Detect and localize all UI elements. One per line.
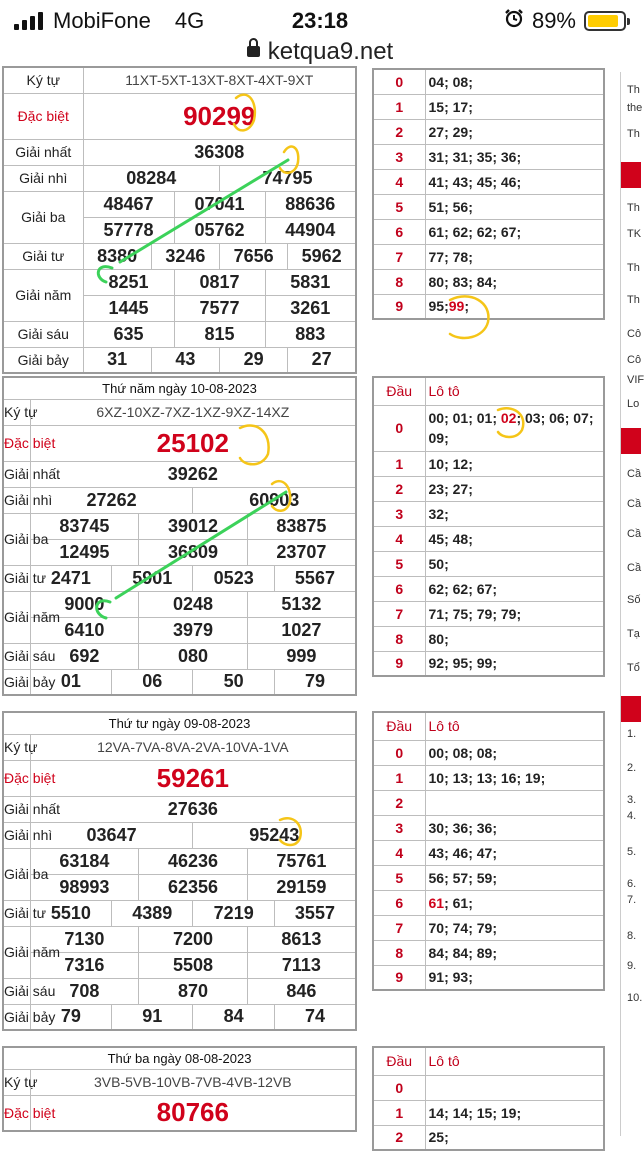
results-table [2,711,357,1031]
clock: 23:18 [291,8,349,33]
prize-2: 74795 [220,165,357,191]
loto-head-label: Đầu [373,712,425,740]
prize-7: 43 [151,347,219,373]
loto-values: 56; 57; 59; [425,865,604,890]
prize-2: 95243 [193,822,356,848]
label-dac-biet: Đặc biệt [3,93,83,139]
label-giai-nam: Giải năm [3,926,30,978]
loto-row [373,1125,604,1150]
results-table [2,376,357,696]
loto-values: 45; 48; [425,526,604,551]
loto-head-label: Đầu [373,377,425,405]
loto-values: 61; 62; 62; 67; [425,219,604,244]
loto-head-digit: 4 [373,169,425,194]
prize-6: 883 [265,321,356,347]
sidebar-link[interactable]: 2. [627,762,637,774]
label-giai-nhi: Giải nhì [3,822,30,848]
label-giai-nhi: Giải nhì [3,165,83,191]
prize-3: 23707 [247,539,356,565]
label-dac-biet: Đặc biệt [3,1095,30,1131]
prize-5: 1027 [247,617,356,643]
loto-row [373,144,604,169]
prize-1: 27636 [30,796,356,822]
prize-5: 8613 [247,926,356,952]
loto-head-digit: 8 [373,940,425,965]
ky-tu-value: 3VB-5VB-10VB-7VB-4VB-12VB [30,1069,356,1095]
prize-5: 7200 [139,926,248,952]
label-ky-tu: Ký tự [3,67,83,93]
prize-2: 08284 [83,165,220,191]
loto-row [373,840,604,865]
sidebar-link[interactable]: Th [627,84,640,96]
label-giai-ba: Giải ba [3,848,30,900]
sidebar-link[interactable]: 9. [627,960,637,972]
label-giai-sau: Giải sáu [3,643,30,669]
loto-row [373,915,604,940]
loto-row [373,244,604,269]
loto-row [373,601,604,626]
prize-6: 846 [247,978,356,1004]
label-dac-biet: Đặc biệt [3,760,30,796]
prize-2: 27262 [30,487,193,513]
loto-row [373,69,604,94]
prize-5: 1445 [83,295,174,321]
sidebar-link[interactable]: 10. [627,992,643,1004]
prize-5: 7130 [30,926,139,952]
prize-7: 31 [83,347,151,373]
right-sidebar[interactable] [620,72,644,1136]
prize-3: 44904 [265,217,356,243]
prize-5: 0248 [139,591,248,617]
page-content[interactable] [0,72,644,1146]
prize-1: 39262 [30,461,356,487]
prize-1: 36308 [83,139,356,165]
loto-values: 41; 43; 45; 46; [425,169,604,194]
loto-row [373,576,604,601]
loto-values-label: Lô tô [425,1047,604,1075]
prize-3: 88636 [265,191,356,217]
label-giai-tu: Giải tư [3,565,30,591]
loto-row [373,740,604,765]
sidebar-link[interactable]: Cầ [627,562,642,574]
special-prize: 90299 [83,93,356,139]
special-prize: 80766 [30,1095,356,1131]
prize-4: 4389 [112,900,193,926]
loto-values: 84; 84; 89; [425,940,604,965]
loto-row [373,405,604,451]
loto-values-label: Lô tô [425,377,604,405]
loto-row [373,765,604,790]
draw-date-title: Thứ ba ngày 08-08-2023 [3,1047,356,1069]
loto-head-digit: 1 [373,1100,425,1125]
prize-7: 27 [288,347,356,373]
loto-values: 14; 14; 15; 19; [425,1100,604,1125]
battery-icon [584,11,626,31]
loto-row [373,890,604,915]
loto-values: 23; 27; [425,476,604,501]
prize-5: 3979 [139,617,248,643]
sidebar-link[interactable]: 6. [627,878,637,890]
sidebar-link[interactable]: 7. [627,894,637,906]
prize-4: 5510 [30,900,111,926]
loto-head-digit: 7 [373,601,425,626]
sidebar-link[interactable]: Th [627,262,640,274]
ky-tu-value: 11XT-5XT-13XT-8XT-4XT-9XT [83,67,356,93]
loto-row [373,451,604,476]
sidebar-link[interactable]: Th [627,294,640,306]
prize-3: 83875 [247,513,356,539]
prize-4: 5901 [112,565,193,591]
prize-5: 8251 [83,269,174,295]
prize-5: 5132 [247,591,356,617]
ky-tu-value: 12VA-7VA-8VA-2VA-10VA-1VA [30,734,356,760]
results-table [2,1046,357,1132]
results-table [2,66,357,374]
loto-values: 80; [425,626,604,651]
loto-head-digit: 6 [373,219,425,244]
loto-row [373,169,604,194]
prize-3: 12495 [30,539,139,565]
status-right [504,8,626,34]
sidebar-link[interactable]: Tổ [627,662,640,674]
prize-3: 39012 [139,513,248,539]
loto-head-label: Đầu [373,1047,425,1075]
loto-head-digit: 9 [373,294,425,319]
loto-values [425,790,604,815]
prize-4: 7219 [193,900,274,926]
loto-head-digit: 2 [373,476,425,501]
loto-head-digit: 4 [373,526,425,551]
label-giai-tu: Giải tư [3,900,30,926]
loto-values: 95;99; [425,294,604,319]
prize-6: 692 [30,643,139,669]
sidebar-link[interactable]: 3. [627,794,637,806]
loto-values: 77; 78; [425,244,604,269]
loto-head-digit: 5 [373,551,425,576]
sidebar-link[interactable]: Th [627,128,640,140]
prize-4: 0523 [193,565,274,591]
loto-row [373,865,604,890]
loto-row [373,526,604,551]
loto-values: 70; 74; 79; [425,915,604,940]
sidebar-link[interactable]: the [627,102,643,114]
loto-values: 25; [425,1125,604,1150]
label-giai-bay: Giải bảy [3,669,30,695]
loto-row [373,119,604,144]
prize-6: 080 [139,643,248,669]
loto-head-digit: 2 [373,1125,425,1150]
loto-values: 00; 08; 08; [425,740,604,765]
battery-percent: 89% [531,8,576,33]
loto-values: 31; 31; 35; 36; [425,144,604,169]
loto-values: 04; 08; [425,69,604,94]
loto-table [372,376,605,677]
prize-7: 01 [30,669,111,695]
loto-head-digit: 0 [373,69,425,94]
prize-7: 79 [30,1004,111,1030]
prize-3: 29159 [247,874,356,900]
loto-row [373,940,604,965]
prize-6: 635 [83,321,174,347]
loto-head-digit: 3 [373,815,425,840]
prize-5: 0817 [174,269,265,295]
prize-3: 46236 [139,848,248,874]
loto-values: 71; 75; 79; 79; [425,601,604,626]
loto-head-digit: 5 [373,865,425,890]
prize-7: 74 [274,1004,356,1030]
loto-head-digit: 3 [373,501,425,526]
loto-head-digit: 2 [373,119,425,144]
loto-row [373,626,604,651]
prize-4: 5962 [288,243,356,269]
prize-3: 75761 [247,848,356,874]
prize-4: 8380 [83,243,151,269]
label-giai-bay: Giải bảy [3,347,83,373]
loto-head-digit: 1 [373,451,425,476]
sidebar-link[interactable]: Cầ [627,528,642,540]
loto-values: 10; 13; 13; 16; 19; [425,765,604,790]
loto-head-digit: 4 [373,840,425,865]
loto-values: 91; 93; [425,965,604,990]
prize-4: 7656 [220,243,288,269]
prize-2: 60903 [193,487,356,513]
prize-6: 870 [139,978,248,1004]
label-giai-nhat: Giải nhất [3,139,83,165]
loto-head-digit: 8 [373,626,425,651]
prize-3: 07041 [174,191,265,217]
loto-values: 15; 17; [425,94,604,119]
sidebar-link[interactable]: 4. [627,810,637,822]
label-giai-sau: Giải sáu [3,978,30,1004]
loto-row [373,501,604,526]
prize-4: 5567 [274,565,356,591]
sidebar-link[interactable]: Số [627,594,641,606]
loto-values: 62; 62; 67; [425,576,604,601]
prize-4: 3246 [151,243,219,269]
sidebar-link[interactable]: Cầ [627,468,642,480]
prize-5: 5508 [139,952,248,978]
status-bar [0,0,640,42]
alarm-icon [504,8,524,34]
sidebar-link[interactable]: 8. [627,930,637,942]
prize-5: 7577 [174,295,265,321]
loto-head-digit: 1 [373,94,425,119]
loto-table [372,1046,605,1151]
draw-date-title: Thứ tư ngày 09-08-2023 [3,712,356,734]
sidebar-link[interactable]: Tạ [627,628,640,640]
prize-7: 29 [220,347,288,373]
prize-6: 708 [30,978,139,1004]
loto-row [373,269,604,294]
prize-6: 999 [247,643,356,669]
loto-values: 30; 36; 36; [425,815,604,840]
loto-head-digit: 9 [373,965,425,990]
prize-7: 50 [193,669,274,695]
prize-3: 83745 [30,513,139,539]
prize-5: 7113 [247,952,356,978]
label-giai-ba: Giải ba [3,191,83,243]
sidebar-link[interactable]: Cầ [627,498,642,510]
label-ky-tu: Ký tự [3,1069,30,1095]
loto-values: 61; 61; [425,890,604,915]
special-prize: 59261 [30,760,356,796]
label-giai-nam: Giải năm [3,591,30,643]
prize-6: 815 [174,321,265,347]
sidebar-link[interactable]: Lo [627,398,640,410]
prize-3: 05762 [174,217,265,243]
prize-4: 3557 [274,900,356,926]
loto-head-digit: 6 [373,576,425,601]
prize-3: 57778 [83,217,174,243]
label-ky-tu: Ký tự [3,399,30,425]
prize-2: 03647 [30,822,193,848]
label-giai-nhi: Giải nhì [3,487,30,513]
prize-3: 48467 [83,191,174,217]
loto-head-digit: 9 [373,651,425,676]
sidebar-link[interactable]: Cô [627,354,642,366]
prize-7: 79 [274,669,356,695]
prize-3: 63184 [30,848,139,874]
sidebar-link[interactable]: TK [627,228,642,240]
label-giai-nhat: Giải nhất [3,461,30,487]
label-dac-biet: Đặc biệt [3,425,30,461]
loto-values: 51; 56; [425,194,604,219]
network-type: 4G [174,8,205,33]
special-prize: 25102 [30,425,356,461]
loto-row [373,219,604,244]
label-giai-bay: Giải bảy [3,1004,30,1030]
lock-icon [247,46,260,57]
loto-row [373,815,604,840]
prize-4: 2471 [30,565,111,591]
ky-tu-value: 6XZ-10XZ-7XZ-1XZ-9XZ-14XZ [30,399,356,425]
loto-head-digit: 7 [373,915,425,940]
loto-head-digit: 3 [373,144,425,169]
sidebar-link[interactable]: Cô [627,328,642,340]
sidebar-link[interactable]: 5. [627,846,637,858]
loto-head-digit: 0 [373,740,425,765]
sidebar-link[interactable]: 1. [627,728,637,740]
loto-values [425,1075,604,1100]
prize-3: 36809 [139,539,248,565]
prize-5: 3261 [265,295,356,321]
loto-row [373,790,604,815]
draw-date-title: Thứ năm ngày 10-08-2023 [3,377,356,399]
prize-7: 06 [112,669,193,695]
loto-table [372,711,605,991]
loto-values: 43; 46; 47; [425,840,604,865]
loto-row [373,1075,604,1100]
loto-head-digit: 1 [373,765,425,790]
loto-head-digit: 2 [373,790,425,815]
loto-table [372,68,605,320]
loto-row [373,1100,604,1125]
sidebar-link[interactable]: Th [627,202,640,214]
carrier-name: MobiFone [53,8,151,33]
loto-row [373,651,604,676]
loto-head-digit: 6 [373,890,425,915]
loto-values: 27; 29; [425,119,604,144]
prize-7: 84 [193,1004,274,1030]
loto-values: 92; 95; 99; [425,651,604,676]
prize-3: 98993 [30,874,139,900]
loto-values: 80; 83; 84; [425,269,604,294]
loto-row [373,94,604,119]
url-text: ketqua9.net [267,38,394,65]
label-giai-tu: Giải tư [3,243,83,269]
sidebar-link[interactable]: VIF [627,374,644,386]
loto-values-label: Lô tô [425,712,604,740]
loto-head-digit: 0 [373,405,425,451]
loto-row [373,965,604,990]
prize-3: 62356 [139,874,248,900]
loto-row [373,551,604,576]
loto-row [373,294,604,319]
prize-5: 6410 [30,617,139,643]
label-giai-sau: Giải sáu [3,321,83,347]
label-giai-ba: Giải ba [3,513,30,565]
loto-row [373,476,604,501]
prize-5: 9000 [30,591,139,617]
loto-head-digit: 5 [373,194,425,219]
loto-head-digit: 0 [373,1075,425,1100]
loto-values: 10; 12; [425,451,604,476]
loto-values: 32; [425,501,604,526]
loto-head-digit: 7 [373,244,425,269]
loto-values: 50; [425,551,604,576]
label-giai-nam: Giải năm [3,269,83,321]
loto-head-digit: 8 [373,269,425,294]
prize-7: 91 [112,1004,193,1030]
loto-row [373,194,604,219]
label-ky-tu: Ký tự [3,734,30,760]
loto-values: 00; 01; 01; 02; 03; 06; 07; 09; [425,405,604,451]
prize-5: 7316 [30,952,139,978]
label-giai-nhat: Giải nhất [3,796,30,822]
prize-5: 5831 [265,269,356,295]
